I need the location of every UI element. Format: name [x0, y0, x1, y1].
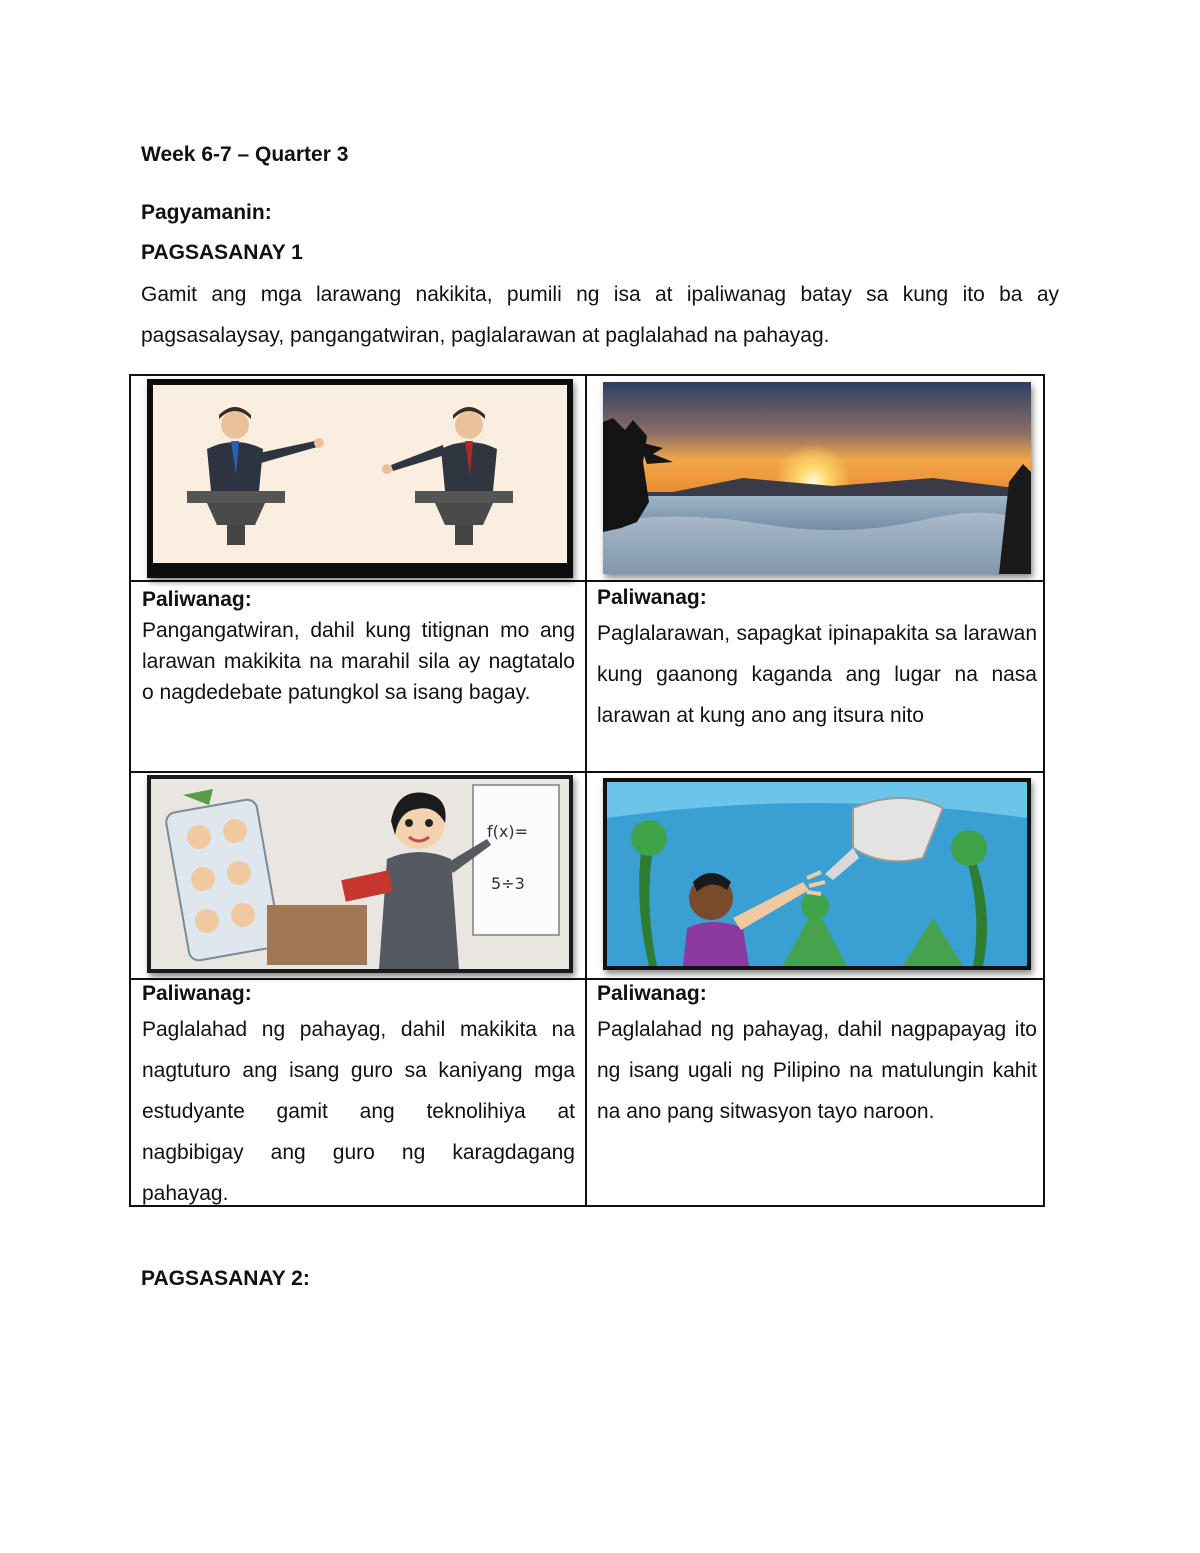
sunrise-landscape-photo — [603, 382, 1031, 574]
cell-3-label: Paliwanag: — [142, 982, 252, 1005]
exercise-table — [129, 374, 1045, 1207]
cell-1-explanation — [142, 584, 575, 708]
section-heading: Pagyamanin: — [141, 201, 272, 224]
helping-hand-illustration — [603, 778, 1031, 970]
instructions-paragraph: Gamit ang mga larawang nakikita, pumili ng isa at ipaliwanag batay sa kung ito ba ay pagsasalaysay, pangangatwiran, paglalarawan at paglalahad na pahayag. — [141, 283, 1059, 347]
cell-4-text: Paglalahad ng pahayag, dahil nagpapayag ito ng isang ugali ng Pilipino na matulungin kahit na ano pang sitwasyon tayo naroon. — [597, 1018, 1037, 1123]
exercise-2-title: PAGSASANAY 2: — [141, 1267, 310, 1290]
svg-text:5÷3: 5÷3 — [491, 874, 525, 893]
cell-2-explanation — [597, 582, 1037, 736]
cell-2-label: Paliwanag: — [597, 586, 707, 609]
week-heading: Week 6-7 – Quarter 3 — [141, 143, 349, 166]
svg-text:f(x)=: f(x)= — [487, 822, 528, 841]
exercise-1-title: PAGSASANAY 1 — [141, 241, 303, 264]
teacher-presenting-illustration — [147, 775, 573, 973]
cell-4-label: Paliwanag: — [597, 982, 707, 1005]
table-row-divider — [131, 771, 1043, 773]
cell-1-label: Paliwanag: — [142, 588, 252, 611]
cell-4-explanation — [597, 978, 1037, 1132]
cell-3-explanation — [142, 978, 575, 1214]
cell-1-text: Pangangatwiran, dahil kung titignan mo ang larawan makikita na marahil sila ay nagtatalo o nagdedebate patungkol sa isang bagay. — [142, 619, 575, 704]
table-column-divider — [585, 376, 587, 1205]
cell-3-text: Paglalahad ng pahayag, dahil makikita na nagtuturo ang isang guro sa kaniyang mga estudyante gamit ang teknolihiya at nagbibigay ang guro ng karagdagang pahayag. — [142, 1018, 575, 1205]
cell-2-text: Paglalarawan, sapagkat ipinapakita sa larawan kung gaanong kaganda ang lugar na nasa larawan at kung ano ang itsura nito — [597, 622, 1037, 727]
debate-illustration — [147, 379, 573, 578]
